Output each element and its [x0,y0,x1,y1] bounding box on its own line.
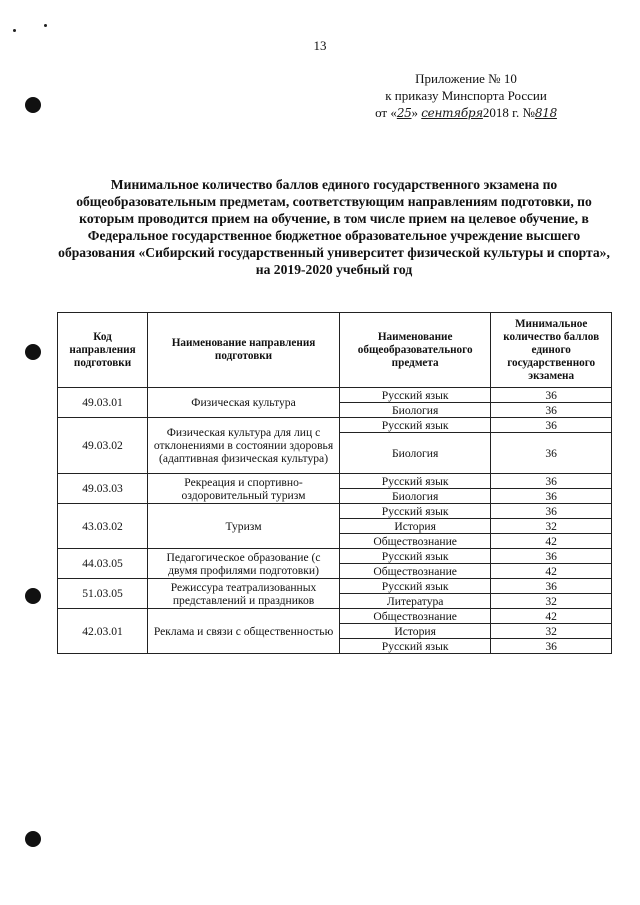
header-subject: Наименование общеобразовательного предмета [339,313,490,388]
min-score: 36 [491,489,612,504]
direction-name: Рекреация и спортивно-оздоровительный туризм [148,474,340,504]
subject-name: История [339,519,490,534]
subject-name: Биология [339,403,490,418]
punch-hole [25,588,41,604]
order-number-handwritten: 818 [534,106,557,120]
page-number: 13 [313,38,327,53]
direction-name: Режиссура театрализованных представлений и праздников [148,579,340,609]
punch-hole [25,344,41,360]
date-mid: » [411,105,419,120]
min-score: 36 [491,418,612,433]
subject-name: Литература [339,594,490,609]
table-row [58,388,612,403]
subject-name: Русский язык [339,474,490,489]
min-score: 36 [491,388,612,403]
table-row [58,579,612,594]
direction-code: 49.03.01 [58,388,148,418]
table-header-row [58,313,612,388]
subject-name: Биология [339,433,490,474]
min-score: 42 [491,534,612,549]
direction-code: 43.03.02 [58,504,148,549]
direction-name: Реклама и связи с общественностью [148,609,340,654]
direction-name: Физическая культура для лиц с отклонениями в состоянии здоровья (адаптивная физическая культура) [148,418,340,474]
subject-name: Биология [339,489,490,504]
document-title: Минимальное количество баллов единого государственного экзамена по общеобразовательным предметам, соответствующим направлениям подготовки, по которым проводится прием на обучение, в том числе прием на целевое обучение, в Федеральное государственное бюджетное образовательное учреждение высшего образования «Сибирский государственный университет физической культуры и спорта», на 2019-2020 учебный год [58,177,610,277]
direction-code: 44.03.05 [58,549,148,579]
appendix-title: Приложение № 10 [415,71,517,86]
header-direction: Наименование направления подготовки [148,313,340,388]
punch-hole [25,831,41,847]
date-day-handwritten: 25 [396,106,412,120]
table-row [58,549,612,564]
scan-speck [44,24,47,27]
direction-name: Физическая культура [148,388,340,418]
min-score: 32 [491,624,612,639]
subject-name: История [339,624,490,639]
min-score: 36 [491,403,612,418]
punch-hole [25,97,41,113]
table-row [58,418,612,433]
header-min-score: Минимальное количество баллов единого государственного экзамена [491,313,612,388]
min-score: 36 [491,504,612,519]
table-row [58,609,612,624]
min-score: 36 [491,433,612,474]
min-score: 36 [491,549,612,564]
date-year: 2018 г. № [482,105,535,120]
direction-code: 51.03.05 [58,579,148,609]
appendix-header [346,70,586,122]
subject-name: Русский язык [339,549,490,564]
subject-name: Русский язык [339,504,490,519]
min-score: 42 [491,609,612,624]
subject-name: Обществознание [339,564,490,579]
subject-name: Русский язык [339,639,490,654]
scan-speck [13,29,16,32]
subject-name: Русский язык [339,579,490,594]
appendix-date-line [346,104,586,122]
subject-name: Русский язык [339,388,490,403]
min-score: 36 [491,474,612,489]
subject-name: Русский язык [339,418,490,433]
date-prefix: от « [375,105,397,120]
date-month-handwritten: сентября [421,106,483,120]
direction-code: 49.03.03 [58,474,148,504]
min-score: 32 [491,594,612,609]
table-row [58,504,612,519]
direction-name: Туризм [148,504,340,549]
subject-name: Обществознание [339,609,490,624]
min-score: 42 [491,564,612,579]
table-row [58,474,612,489]
min-score: 36 [491,639,612,654]
min-score: 32 [491,519,612,534]
scores-table [57,312,612,654]
appendix-order-ref: к приказу Минспорта России [385,88,547,103]
subject-name: Обществознание [339,534,490,549]
header-code: Код направления подготовки [58,313,148,388]
min-score: 36 [491,579,612,594]
direction-name: Педагогическое образование (с двумя профилями подготовки) [148,549,340,579]
direction-code: 42.03.01 [58,609,148,654]
direction-code: 49.03.02 [58,418,148,474]
